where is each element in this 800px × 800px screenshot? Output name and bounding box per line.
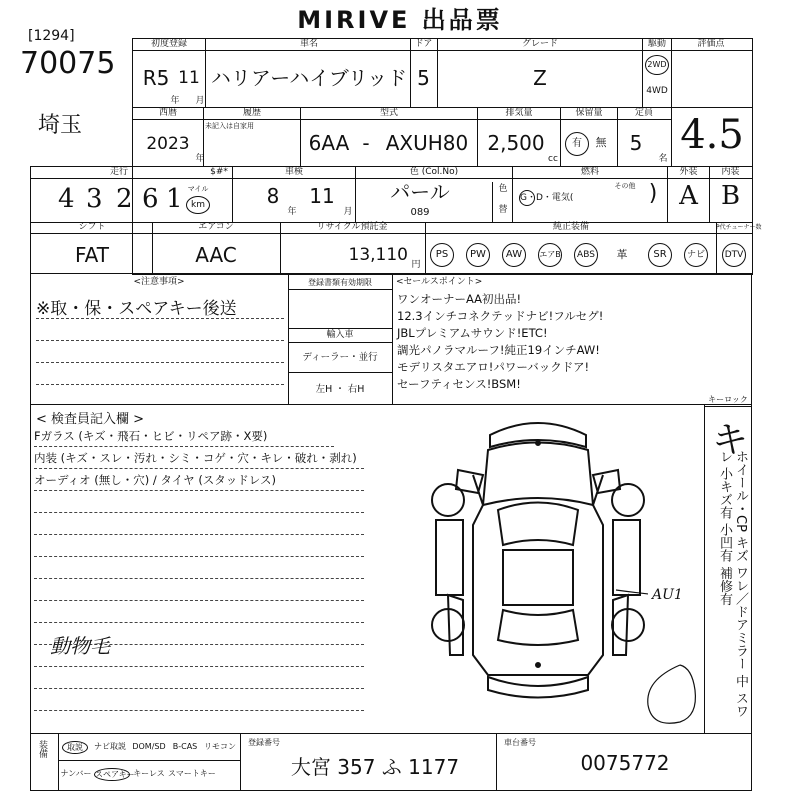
color-change-label-2: 替 (498, 205, 508, 215)
inspection-month: 11 (309, 184, 335, 208)
inspector-handwritten-note: 動物毛 (50, 634, 110, 658)
options-label: 装備 (37, 740, 47, 758)
inspector-line-2: 内装 (キズ・スレ・汚れ・シミ・コゲ・穴・キレ・破れ・剥れ) (34, 451, 357, 465)
label-recycle: リサイクル預託金 (316, 222, 388, 232)
sales-point: 12.3インチコネクテッドナビ!フルセグ! (397, 309, 604, 323)
inspector-line-3: オーディオ (無し・穴) / タイヤ (スタッドレス) (34, 473, 276, 487)
notes-text: ※取・保・スペアキー後送 (36, 299, 237, 319)
interior-grade: B (720, 181, 741, 211)
option-navi-manual: ナビ取説 (94, 742, 126, 751)
reg-docs-label: 登録書類有効期限 (308, 278, 372, 287)
equip-abs: ABS (574, 243, 598, 267)
car-diagram (428, 415, 648, 705)
label-ss: $#* (210, 167, 228, 177)
displacement-unit: cc (548, 154, 558, 164)
label-first-reg: 初度登録 (150, 39, 187, 49)
label-aircon: エアコン (198, 222, 234, 232)
option-number: ナンバー (60, 769, 92, 778)
inspection-month-suffix: 月 (343, 207, 353, 217)
sales-point: JBLプレミアムサウンド!ETC! (397, 326, 548, 340)
equip-airbag: エアB (538, 243, 562, 267)
label-equipment: 純正装備 (552, 222, 589, 232)
car-damage-mark: AU1 (652, 587, 683, 603)
color-number: 089 (410, 207, 430, 218)
label-fuel: 燃料 (580, 167, 599, 177)
sales-point: セーフティセンス!BSM! (397, 377, 521, 391)
score-handwritten: 4.5 (680, 112, 744, 158)
label-displacement: 排気量 (505, 108, 533, 118)
import-value: ディーラー・並行 (302, 352, 378, 363)
western-year-value: 2023 (146, 134, 190, 154)
western-year-suffix: 年 (195, 154, 205, 164)
label-car-name: 車名 (299, 39, 318, 49)
sales-point: ワンオーナーAA初出品! (397, 292, 522, 306)
fuel-other: その他 (614, 182, 636, 190)
prefecture: 埼玉 (38, 113, 83, 138)
mileage-digit-3: 2 (116, 184, 133, 214)
inspector-label: < 検査員記入欄 > (36, 412, 145, 427)
month-suffix: 月 (195, 96, 205, 106)
first-reg-era: R5 (142, 66, 170, 90)
label-inspection: 車検 (284, 167, 303, 177)
label-score: 評価点 (697, 39, 725, 49)
equip-aw: AW (502, 243, 526, 267)
equip-sr: SR (648, 243, 672, 267)
lane-number: [1294] (28, 28, 75, 44)
label-mileage: 走行 (109, 167, 128, 177)
car-scribble (640, 660, 700, 730)
fuel-options: G・D・電気( (520, 193, 574, 203)
mileage-digit-1: 4 (58, 184, 75, 214)
seats-suffix: 名 (658, 154, 668, 164)
sales-point: モデリスタエアロ!パワーバックドア! (397, 360, 590, 374)
label-model: 型式 (379, 108, 398, 118)
label-fixed: 定員 (634, 108, 653, 118)
right-vertical-text: ホイール・CP キズ ワレ／ドアミラー 中 スワレ 小キズ有 小凹有 補修有 (717, 450, 748, 718)
mileage-unit-km: km (186, 196, 210, 214)
displacement-value: 2,500 (487, 131, 545, 155)
sales-points (397, 291, 603, 393)
equip-leather: 革 (616, 248, 628, 261)
mileage-unit-top: マイル (187, 185, 209, 193)
equip-pw: PW (466, 243, 490, 267)
import-label: 輸入車 (326, 330, 354, 340)
label-shift: シフト (78, 222, 106, 232)
year-suffix: 年 (170, 96, 180, 106)
key-lock-label: キーロック (708, 395, 748, 404)
model-prefix: 6AA (308, 131, 350, 155)
label-western-year: 西暦 (158, 108, 177, 118)
option-keyless: キーレス (133, 769, 165, 778)
lot-number: 70075 (20, 46, 116, 81)
car-name: ハリアーハイブリッド (210, 66, 408, 90)
doors-value: 5 (417, 66, 430, 90)
ac-no: 無 (595, 136, 607, 149)
recycle-unit: 円 (411, 260, 421, 270)
first-reg-month: 11 (178, 68, 200, 88)
aircon-value: AAC (195, 243, 237, 267)
model-code: AXUH80 (385, 131, 469, 155)
mileage-digits (38, 180, 188, 220)
label-drive: 駆動 (647, 39, 666, 49)
label-capacity: 保留量 (575, 108, 603, 118)
plate-number: 大宮 357 ふ 1177 (290, 755, 460, 779)
form-title: MIRIVE 出品票 (297, 6, 503, 34)
label-interior: 内装 (721, 167, 740, 177)
mileage-digit-4: 6 (142, 184, 159, 214)
option-smart-key: スマートキー (168, 769, 216, 778)
label-doors: ドア (414, 39, 433, 49)
ac-yes: 有 (565, 132, 589, 156)
inspection-year-suffix: 年 (287, 207, 297, 217)
equip-ps: PS (430, 243, 454, 267)
fuel-gasoline-circle (519, 190, 535, 206)
inspection-year: 8 (266, 184, 280, 208)
option-dom-sd: DOM/SD (132, 742, 166, 751)
label-color: 色 (Col.No) (409, 167, 459, 177)
drive-2wd: 2WD (645, 55, 669, 75)
recycle-value: 13,110 (348, 245, 408, 265)
key-lock-value: キ (712, 420, 749, 461)
equip-navi: ナビ (684, 243, 708, 267)
mileage-digit-5: 1 (166, 184, 183, 214)
mileage-digit-2: 3 (86, 184, 103, 214)
color-change-label: 色 (498, 184, 508, 194)
color-value: パール (390, 180, 450, 204)
seats-value: 5 (629, 131, 643, 155)
option-spare-key: スペアキー (95, 770, 135, 779)
option-bcas: B-CAS (172, 742, 198, 751)
plate-label: 登録番号 (248, 738, 280, 747)
serial-label: 車台番号 (504, 738, 536, 747)
equip-dtv: DTV (722, 243, 746, 267)
notes-label: <注意事項> (133, 277, 185, 287)
history-sub: 未記入は自家用 (205, 122, 254, 130)
model-dash: - (362, 131, 370, 155)
handle-value: 左H ・ 右H (315, 384, 365, 395)
option-manual: 取説 (62, 741, 88, 754)
label-grade: グレード (521, 39, 558, 49)
shift-value: FAT (74, 243, 109, 267)
label-history: 履歴 (242, 108, 261, 118)
inspector-line-1: Fガラス (キズ・飛石・ヒビ・リペア跡・X要) (34, 429, 268, 443)
sales-point: 調光パノラマルーフ!純正19インチAW! (397, 343, 600, 357)
grade-value: Z (533, 66, 547, 90)
sales-label: <セールスポイント> (396, 277, 483, 287)
drive-4wd: 4WD (646, 86, 668, 96)
label-exterior: 外装 (679, 167, 698, 177)
serial-number: 0075772 (580, 751, 670, 775)
label-tv: P代チューナー数 (716, 224, 762, 231)
fuel-close: ) (648, 181, 658, 206)
exterior-grade: A (679, 181, 698, 211)
option-remote: リモコン (204, 742, 236, 751)
